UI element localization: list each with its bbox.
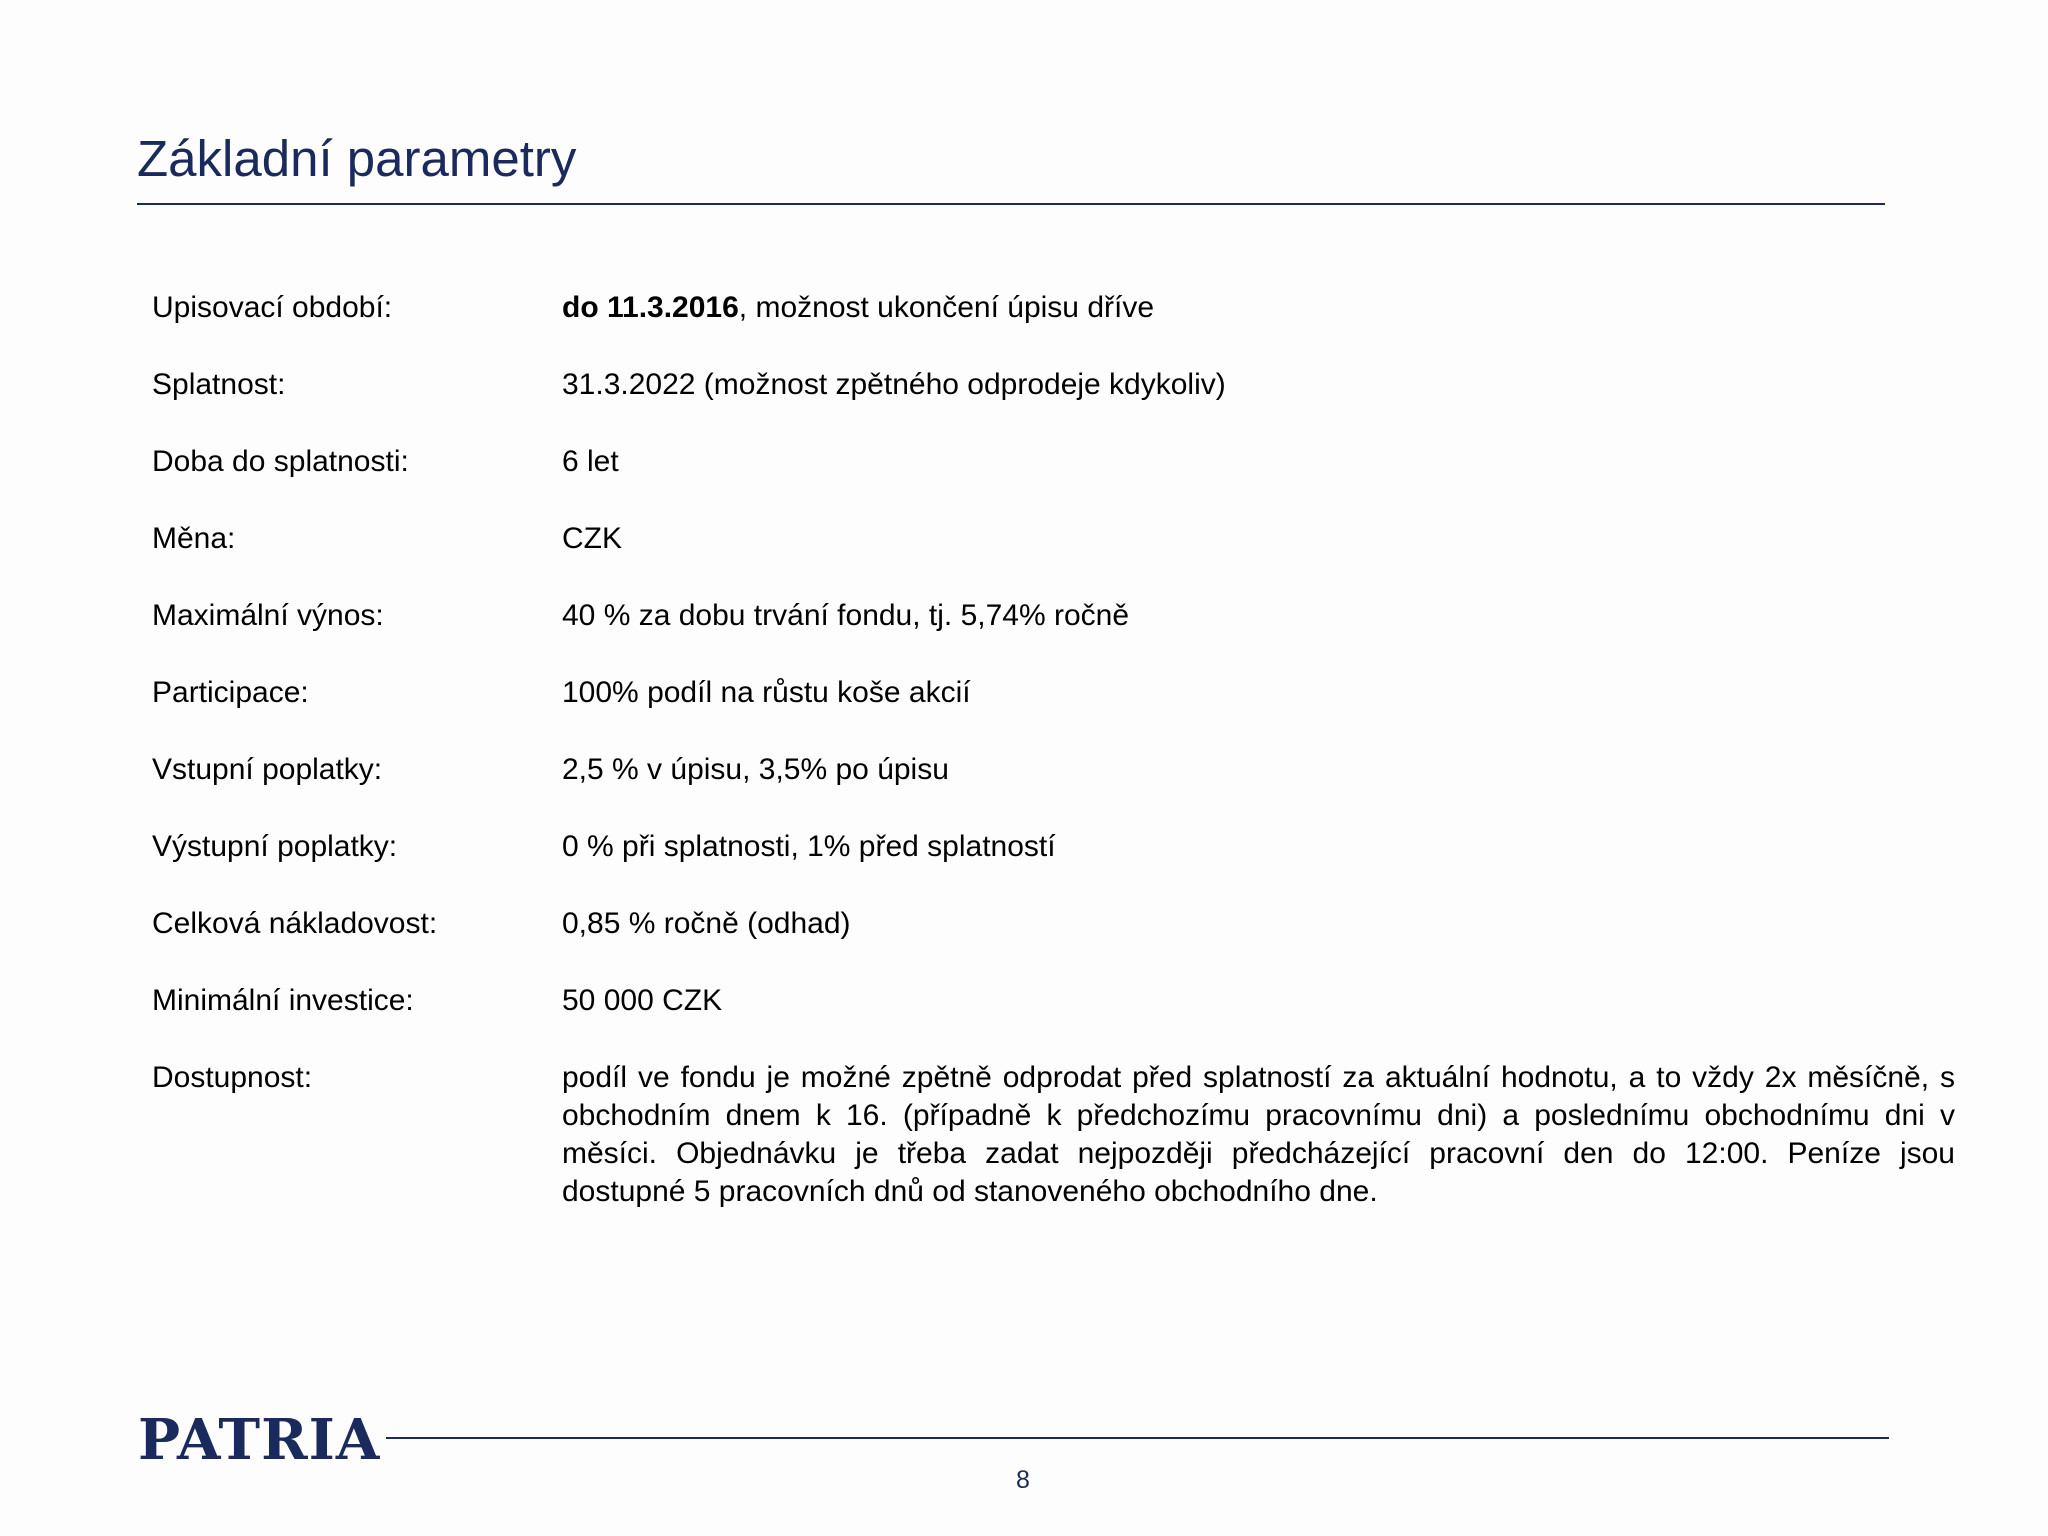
param-value: 6 let [562,445,619,478]
patria-logo: PATRIA [138,1407,381,1473]
param-value-emphasis: do 11.3.2016 [562,291,739,324]
param-row-availability [152,1060,1955,1211]
param-row-max-yield [152,598,1955,634]
param-label: Minimální investice: [152,984,414,1017]
param-row-participation [152,675,1955,711]
param-label: Výstupní poplatky: [152,830,398,863]
title-divider [137,203,1885,205]
param-value: 0,85 % ročně (odhad) [562,907,851,940]
param-label: Doba do splatnosti: [152,445,409,478]
param-label: Celková nákladovost: [152,907,438,940]
param-value: 2,5 % v úpisu, 3,5% po úpisu [562,753,949,786]
param-value: podíl ve fondu je možné zpětně odprodat před splatností za aktuální hodnotu, a to vždy 2x měsíčně, s obchodním dnem k 16. (případně k předchozímu pracovnímu dni) a poslednímu obchodnímu dni v měsíci. Objednávku je třeba zadat nejpozději předcházející pracovní den do 12:00. Peníze jsou dostupné 5 pracovních dnů od stanoveného obchodního dne. [562,1061,1955,1208]
page-number: 8 [1016,1466,1030,1494]
param-label: Dostupnost: [152,1061,313,1094]
param-value-text: , možnost ukončení úpisu dříve [738,291,1155,324]
param-value [562,290,1955,326]
param-value: 100% podíl na růstu koše akcií [562,676,971,709]
param-row-min-investment [152,983,1955,1019]
param-value: 40 % za dobu trvání fondu, tj. 5,74% ročně [562,599,1130,632]
param-row-total-expense [152,906,1955,942]
param-label: Maximální výnos: [152,599,384,632]
param-row-subscription-period [152,290,1955,326]
param-value: CZK [562,522,622,555]
param-row-exit-fees [152,829,1955,865]
param-value: 50 000 CZK [562,984,723,1017]
param-value: 0 % při splatnosti, 1% před splatností [562,830,1056,863]
param-row-term [152,444,1955,480]
param-row-currency [152,521,1955,557]
param-label: Participace: [152,676,309,709]
param-label: Měna: [152,522,236,555]
footer-divider [386,1437,1889,1439]
page-title: Základní parametry [137,130,577,187]
param-label: Upisovací období: [152,291,393,324]
param-row-maturity [152,367,1955,403]
param-value: 31.3.2022 (možnost zpětného odprodeje kdykoliv) [562,368,1226,401]
param-label: Vstupní poplatky: [152,753,383,786]
param-row-entry-fees [152,752,1955,788]
param-label: Splatnost: [152,368,286,401]
parameters-list [152,290,1955,1252]
